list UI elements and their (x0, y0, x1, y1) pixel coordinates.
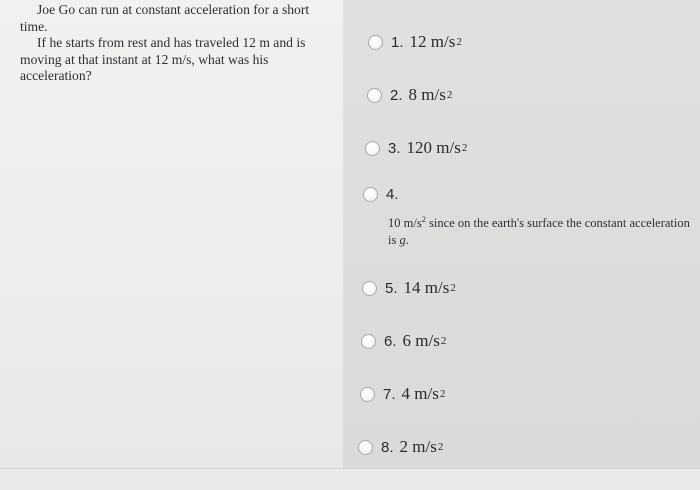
question-line: If he starts from rest and has traveled 12 m and is moving at that instant at 12 m/s, what was his acceleration? (20, 35, 306, 83)
option-exponent: 2 (461, 142, 468, 154)
option-end-punct: . (405, 233, 409, 247)
bottom-strip (0, 468, 700, 490)
option-exponent: 2 (421, 214, 426, 224)
option-number: 3. (388, 139, 401, 157)
question-text (20, 2, 338, 85)
answer-option-6[interactable] (361, 331, 446, 351)
option-value: 120 m/s (406, 138, 461, 157)
option-value: 12 m/s (409, 32, 456, 51)
radio-button[interactable] (362, 281, 377, 296)
option-value: 4 m/s (401, 384, 439, 403)
option-value: 10 m/s (388, 216, 422, 230)
radio-button[interactable] (360, 387, 375, 402)
option-explanation (388, 211, 693, 249)
option-number: 4. (386, 186, 399, 203)
radio-button[interactable] (358, 440, 373, 455)
answer-option-1[interactable] (368, 32, 462, 52)
option-number: 5. (385, 279, 398, 297)
radio-button[interactable] (363, 187, 378, 202)
answer-option-5[interactable] (362, 278, 456, 298)
option-exponent: 2 (450, 282, 456, 294)
option-exponent: 2 (446, 89, 453, 101)
option-exponent: 2 (456, 36, 462, 48)
answer-option-8[interactable] (358, 437, 443, 457)
option-value: 8 m/s (408, 85, 446, 104)
radio-button[interactable] (367, 88, 382, 103)
radio-button[interactable] (361, 334, 376, 349)
option-number: 6. (384, 332, 397, 350)
option-value: 14 m/s (403, 278, 450, 297)
radio-button[interactable] (365, 141, 380, 156)
answer-option-4[interactable] (363, 186, 693, 249)
question-line: Joe Go can run at constant acceleration for a short time. (20, 2, 310, 34)
answer-option-7[interactable] (360, 384, 445, 404)
option-value: 2 m/s (399, 437, 437, 456)
option-number: 7. (383, 385, 396, 403)
option-exponent: 2 (440, 335, 447, 347)
answer-option-2[interactable] (367, 85, 452, 105)
option-value: 6 m/s (402, 331, 440, 350)
radio-button[interactable] (368, 35, 383, 50)
option-reason: since on the earth's surface the constant acceleration is (388, 216, 690, 247)
gravity-symbol: g (399, 233, 406, 247)
option-exponent: 2 (437, 441, 444, 453)
option-number: 1. (391, 33, 404, 51)
option-exponent: 2 (439, 388, 446, 400)
answer-option-3[interactable] (365, 138, 467, 158)
option-number: 2. (390, 86, 403, 104)
option-number: 8. (381, 438, 394, 456)
